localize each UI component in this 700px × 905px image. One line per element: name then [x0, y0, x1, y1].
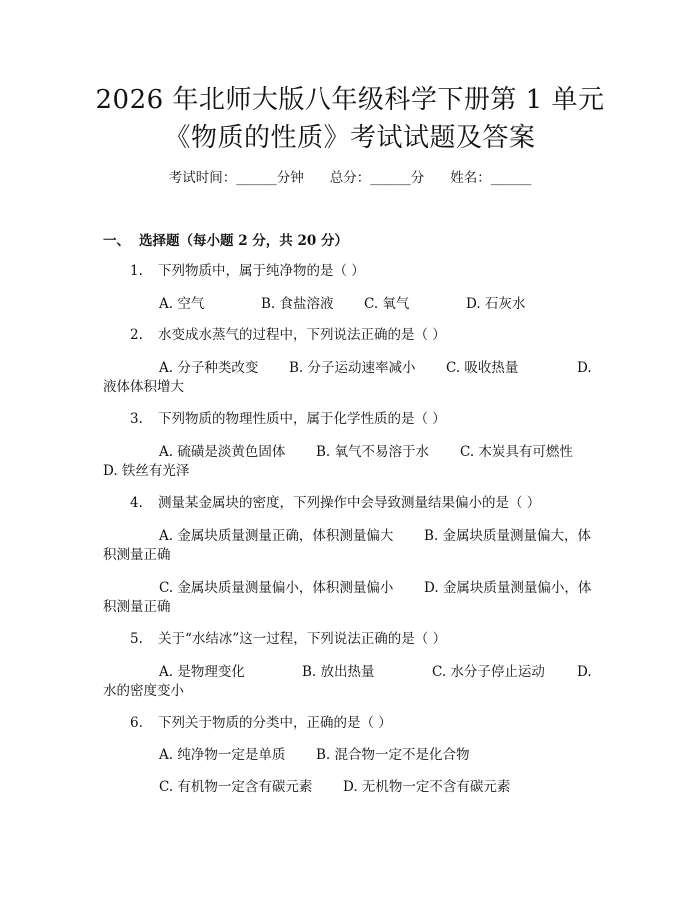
q3-option-c: C. 木炭具有可燃性	[460, 444, 573, 460]
question-number: 2.	[130, 327, 143, 343]
question-4	[130, 494, 540, 512]
q4-option-d: D. 金属块质量测量偏小，体	[424, 580, 592, 596]
question-stem: 关于“水结冰”这一过程，下列说法正确的是（ ）	[158, 631, 447, 647]
exam-time-field: 考试时间：______分钟	[168, 170, 304, 186]
q3-option-b: B. 氧气不易溶于水	[316, 444, 430, 460]
q5-option-b: B. 放出热量	[302, 664, 375, 680]
question-number: 3.	[130, 411, 143, 427]
question-stem: 下列关于物质的分类中，正确的是（ ）	[158, 715, 392, 731]
q6-option-b: B. 混合物一定不是化合物	[316, 747, 470, 763]
q2-option-a: A. 分子种类改变	[159, 360, 259, 376]
q6-option-a: A. 纯净物一定是单质	[159, 747, 286, 763]
q4-option-c: C. 金属块质量测量偏小，体积测量偏小	[159, 580, 394, 596]
question-2	[130, 326, 446, 344]
question-3	[130, 410, 446, 428]
q5-option-c: C. 水分子停止运动	[432, 664, 545, 680]
question-stem: 下列物质中，属于纯净物的是（ ）	[158, 263, 365, 279]
question-number: 6.	[130, 715, 143, 731]
exam-name-field: 姓名：______	[450, 170, 532, 186]
q2-option-d: D.	[577, 360, 592, 376]
q6-option-d: D. 无机物一定不含有碳元素	[343, 779, 511, 795]
q4-option-b-continued: 积测量正确	[103, 547, 171, 563]
question-stem: 下列物质的物理性质中，属于化学性质的是（ ）	[158, 411, 446, 427]
q1-option-a: A. 空气	[159, 296, 205, 312]
exam-title-line1: 2026 年北师大版八年级科学下册第 1 单元	[95, 85, 605, 115]
q5-option-a: A. 是物理变化	[159, 664, 245, 680]
question-6	[130, 714, 392, 732]
q1-option-d: D. 石灰水	[466, 296, 526, 312]
exam-info	[0, 169, 700, 187]
q2-option-c: C. 吸收热量	[446, 360, 519, 376]
exam-title-line2: 《物质的性质》考试试题及答案	[164, 123, 536, 153]
question-stem: 水变成水蒸气的过程中，下列说法正确的是（ ）	[158, 327, 446, 343]
question-number: 1.	[130, 263, 143, 279]
q1-option-b: B. 食盐溶液	[261, 296, 334, 312]
section-title: 选择题（每小题 2 分，共 20 分）	[139, 233, 348, 249]
section-number: 一、	[103, 233, 130, 249]
q5-option-d: D.	[577, 664, 592, 680]
question-number: 4.	[130, 495, 143, 511]
q2-option-d-text: 液体体积增大	[103, 379, 184, 395]
question-5	[130, 630, 446, 648]
q2-option-b: B. 分子运动速率减小	[289, 360, 416, 376]
q3-option-d: D. 铁丝有光泽	[103, 463, 190, 479]
q1-option-c: C. 氧气	[364, 296, 410, 312]
question-number: 5.	[130, 631, 143, 647]
question-1	[130, 262, 365, 280]
q5-option-d-text: 水的密度变小	[103, 683, 184, 699]
q6-option-c: C. 有机物一定含有碳元素	[159, 779, 313, 795]
q4-option-b: B. 金属块质量测量偏大，体	[424, 528, 592, 544]
section-heading	[103, 232, 348, 250]
exam-score-field: 总分：______分	[329, 170, 425, 186]
question-stem: 测量某金属块的密度，下列操作中会导致测量结果偏小的是（ ）	[158, 495, 541, 511]
q4-option-a: A. 金属块质量测量正确，体积测量偏大	[159, 528, 394, 544]
q4-option-d-continued: 积测量正确	[103, 599, 171, 615]
q3-option-a: A. 硫磺是淡黄色固体	[159, 444, 286, 460]
